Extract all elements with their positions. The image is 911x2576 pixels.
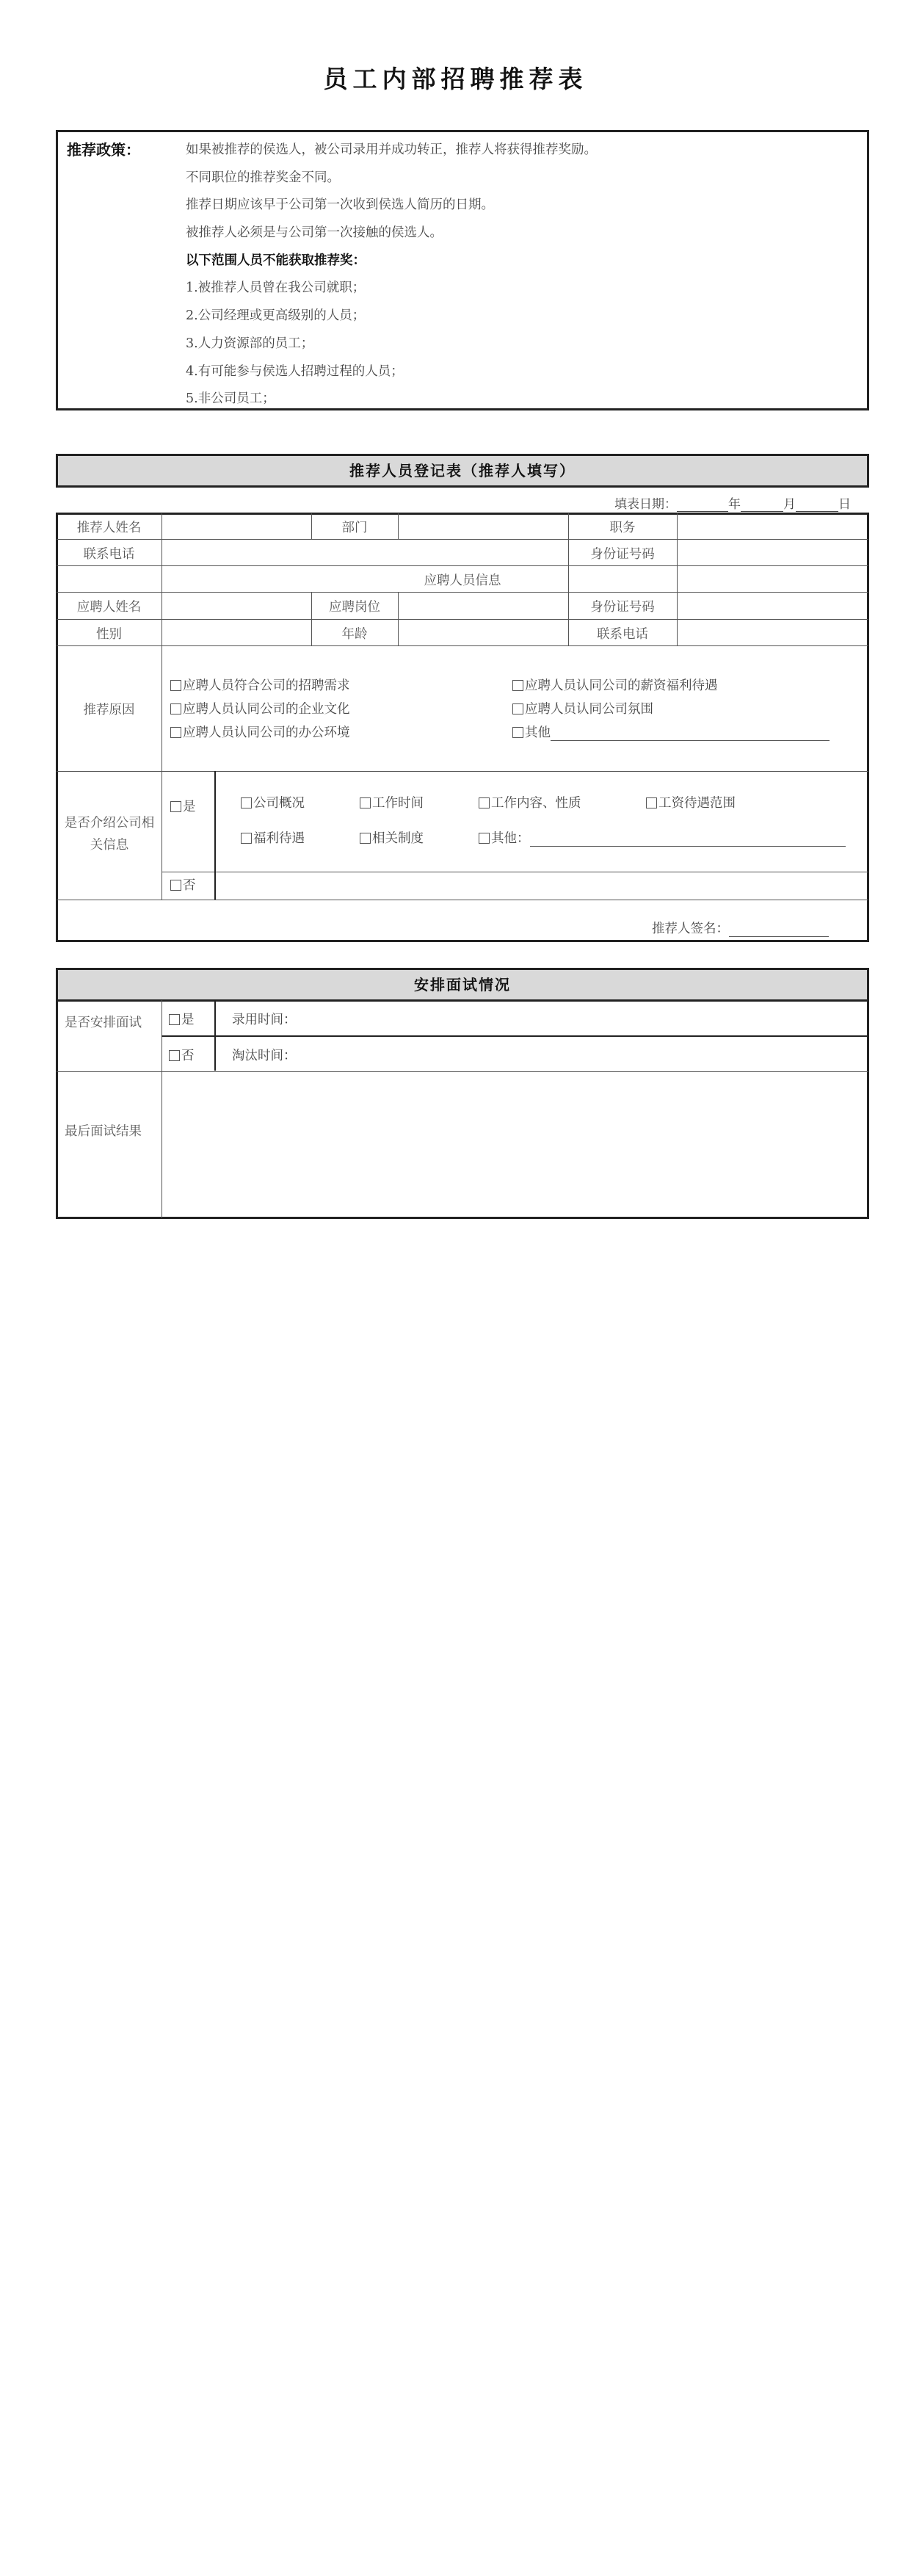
intro-option[interactable]: 公司概况 <box>241 793 305 811</box>
policy-line: 如果被推荐的侯选人，被公司录用并成功转正，推荐人将获得推荐奖励。 <box>186 142 597 157</box>
intro-option[interactable]: 福利待遇 <box>241 828 305 847</box>
year-blank[interactable] <box>677 499 728 512</box>
policy-line: 5.非公司员工； <box>186 391 275 407</box>
id-number-label: 身份证号码 <box>590 547 655 562</box>
signature[interactable]: 推荐人签名： <box>652 919 829 937</box>
checkbox[interactable] <box>479 797 490 808</box>
register-section-header: 推荐人员登记表（推荐人填写） <box>56 454 869 488</box>
policy-label: 推荐政策： <box>67 141 140 159</box>
id-number-field[interactable] <box>678 540 868 565</box>
fill-date <box>614 493 851 512</box>
policy-lines <box>186 137 597 413</box>
phone-field[interactable] <box>163 540 567 565</box>
reason-option[interactable]: 应聘人员符合公司的招聘需求 <box>170 676 350 694</box>
checkbox[interactable] <box>512 727 523 738</box>
phone-label: 联系电话 <box>83 547 135 562</box>
applicant-id-label: 身份证号码 <box>590 600 655 615</box>
checkbox[interactable] <box>360 833 371 844</box>
applied-post-label: 应聘岗位 <box>329 600 380 615</box>
policy-box <box>56 130 869 410</box>
policy-line: 不同职位的推荐奖金不同。 <box>186 170 340 185</box>
gender-field[interactable] <box>163 621 310 645</box>
checkbox[interactable] <box>646 797 657 808</box>
hire-time-label: 录用时间： <box>232 1013 297 1027</box>
year-label: 年 <box>728 497 741 512</box>
intro-option[interactable]: 工作内容、性质 <box>479 793 581 811</box>
policy-line: 3.人力资源部的员工； <box>186 336 314 351</box>
applied-post-field[interactable] <box>399 593 567 618</box>
reason-option[interactable]: 应聘人员认同公司的办公环境 <box>170 723 350 741</box>
other-intro-blank[interactable] <box>530 846 846 847</box>
checkbox[interactable] <box>170 680 181 691</box>
intro-yes-option[interactable]: 是 <box>170 797 196 815</box>
policy-line: 1.被推荐人员曾在我公司就职； <box>186 281 366 296</box>
final-result-field[interactable] <box>163 1073 868 1218</box>
interview-no-option[interactable]: 否 <box>169 1046 195 1064</box>
department-label: 部门 <box>341 521 368 535</box>
policy-line: 推荐日期应该早于公司第一次收到侯选人简历的日期。 <box>186 198 494 213</box>
reason-option[interactable]: 应聘人员认同公司氛围 <box>512 699 653 717</box>
intro-option[interactable]: 相关制度 <box>360 828 424 847</box>
applicant-info-heading: 应聘人员信息 <box>424 574 501 588</box>
interview-yes-option[interactable]: 是 <box>169 1010 195 1028</box>
fill-date-label: 填表日期： <box>614 497 677 512</box>
intro-label: 是否介绍公司相关信息 <box>64 816 155 853</box>
page-title: 员工内部招聘推荐表 <box>323 65 588 93</box>
day-blank[interactable] <box>796 499 838 512</box>
applicant-phone-label: 联系电话 <box>597 627 648 642</box>
policy-line: 被推荐人必须是与公司第一次接触的侯选人。 <box>186 225 443 241</box>
other-reason-blank[interactable] <box>551 740 830 741</box>
gender-label: 性别 <box>96 627 122 642</box>
policy-line: 4.有可能参与侯选人招聘过程的人员； <box>186 363 404 379</box>
checkbox[interactable] <box>479 833 490 844</box>
reject-time-label: 淘汰时间： <box>232 1049 297 1063</box>
checkbox[interactable] <box>512 680 523 691</box>
recommender-name-label: 推荐人姓名 <box>76 521 142 535</box>
checkbox[interactable] <box>170 880 181 891</box>
checkbox[interactable] <box>360 797 371 808</box>
final-result-label: 最后面试结果 <box>65 1124 142 1139</box>
applicant-phone-field[interactable] <box>678 621 868 645</box>
policy-exclusion-heading: 以下范围人员不能获取推荐奖： <box>186 253 366 268</box>
intro-option[interactable]: 工作时间 <box>360 793 424 811</box>
position-field[interactable] <box>678 514 868 539</box>
signature-blank[interactable] <box>729 936 829 937</box>
checkbox[interactable] <box>512 703 523 714</box>
reason-option[interactable]: 应聘人员认同公司的企业文化 <box>170 699 350 717</box>
interview-section-header: 安排面试情况 <box>56 968 869 1002</box>
month-label: 月 <box>783 497 796 512</box>
applicant-name-field[interactable] <box>163 593 310 618</box>
checkbox[interactable] <box>170 703 181 714</box>
intro-option-other[interactable]: 其他： <box>479 828 846 847</box>
intro-no-option[interactable]: 否 <box>170 875 196 894</box>
position-label: 职务 <box>609 521 636 535</box>
checkbox[interactable] <box>241 833 252 844</box>
reason-option[interactable]: 应聘人员认同公司的薪资福利待遇 <box>512 676 718 694</box>
reason-label: 推荐原因 <box>83 703 135 717</box>
checkbox[interactable] <box>169 1050 180 1061</box>
applicant-name-label: 应聘人姓名 <box>76 600 142 615</box>
checkbox[interactable] <box>169 1014 180 1025</box>
checkbox[interactable] <box>241 797 252 808</box>
day-label: 日 <box>838 497 851 512</box>
policy-line: 2.公司经理或更高级别的人员； <box>186 308 366 324</box>
age-field[interactable] <box>399 621 567 645</box>
recommender-name-field[interactable] <box>163 514 310 539</box>
checkbox[interactable] <box>170 801 181 812</box>
month-blank[interactable] <box>741 499 783 512</box>
department-field[interactable] <box>399 514 567 539</box>
age-label: 年龄 <box>341 627 368 642</box>
arrange-interview-label: 是否安排面试 <box>65 1016 142 1030</box>
reason-option-other[interactable]: 其他 <box>512 723 830 741</box>
applicant-id-field[interactable] <box>678 593 868 618</box>
checkbox[interactable] <box>170 727 181 738</box>
intro-option[interactable]: 工资待遇范围 <box>646 793 736 811</box>
